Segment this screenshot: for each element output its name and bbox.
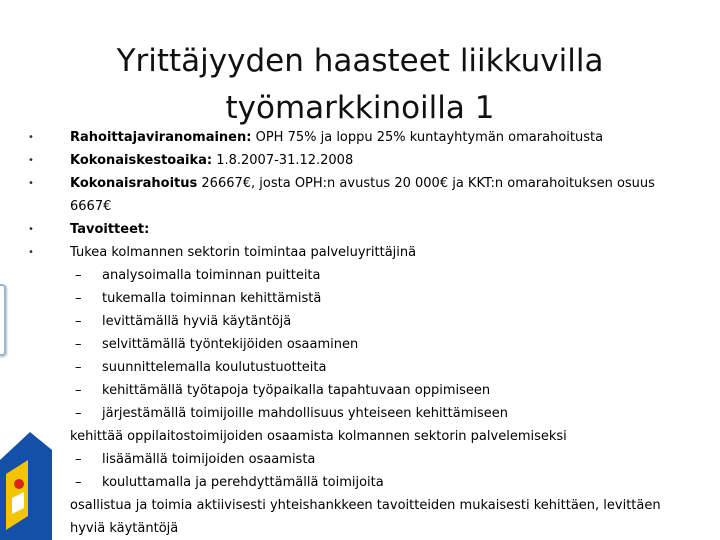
item-label: Tavoitteet: [70, 222, 150, 237]
sub-list-item [70, 333, 670, 356]
sub-list-item [70, 402, 670, 425]
list-item [28, 241, 670, 264]
bullet-icon: • [28, 132, 34, 143]
list-item [70, 494, 670, 540]
sub-list-item [70, 379, 670, 402]
sub-item-text: suunnittelemalla koulutustuotteita [102, 360, 327, 375]
item-text: kehittää oppilaitostoimijoiden osaamista kolmannen sektorin palvelemiseksi [70, 429, 567, 444]
slide-title [70, 38, 650, 132]
bullet-list [28, 126, 670, 540]
sub-item-text: kouluttamalla ja perehdyttämällä toimijoita [102, 475, 384, 490]
dash-icon: – [75, 314, 82, 329]
item-text: OPH 75% ja loppu 25% kuntayhtymän omarahoitusta [251, 130, 604, 145]
dash-icon: – [75, 383, 82, 398]
sub-item-text: kehittämällä työtapoja työpaikalla tapahtuvaan oppimiseen [102, 383, 491, 398]
side-panel-tab[interactable] [0, 284, 6, 356]
sub-list-item [70, 356, 670, 379]
dash-icon: – [75, 268, 82, 283]
bullet-icon: • [28, 155, 34, 166]
logo-red-dot [14, 479, 24, 489]
list-item [28, 149, 670, 172]
item-label: Kokonaisrahoitus [70, 176, 198, 191]
sub-item-text: tukemalla toiminnan kehittämistä [102, 291, 322, 306]
list-item [28, 218, 670, 241]
dash-icon: – [75, 360, 82, 375]
bullet-icon: • [28, 247, 34, 258]
dash-icon: – [75, 337, 82, 352]
item-text: Tukea kolmannen sektorin toimintaa palveluyrittäjinä [70, 245, 417, 260]
dash-icon: – [75, 291, 82, 306]
bullet-icon: • [28, 224, 34, 235]
slide-title-line-2: työmarkkinoilla 1 [225, 90, 495, 126]
organization-logo [0, 420, 56, 540]
item-text: 1.8.2007-31.12.2008 [212, 153, 354, 168]
slide-title-line-1: Yrittäjyyden haasteet liikkuvilla [116, 43, 604, 79]
dash-icon: – [75, 475, 82, 490]
sub-list-item [70, 310, 670, 333]
sub-list-item [70, 448, 670, 471]
item-label: Kokonaiskestoaika: [70, 153, 213, 168]
sub-item-text: lisäämällä toimijoiden osaamista [102, 452, 316, 467]
bullet-icon: • [28, 178, 34, 189]
list-item [28, 126, 670, 149]
sub-item-text: järjestämällä toimijoille mahdollisuus yhteiseen kehittämiseen [102, 406, 508, 421]
dash-icon: – [75, 452, 82, 467]
sub-item-text: levittämällä hyviä käytäntöjä [102, 314, 292, 329]
sub-list-item [70, 264, 670, 287]
sub-list-item [70, 471, 670, 494]
item-label: Rahoittajaviranomainen: [70, 130, 252, 145]
sub-item-text: selvittämällä työntekijöiden osaaminen [102, 337, 359, 352]
sub-item-text: analysoimalla toiminnan puitteita [102, 268, 321, 283]
item-text: osallistua ja toimia aktiivisesti yhteishankkeen tavoitteiden mukaisesti kehittäen, levittäen hyviä käytäntöjä [70, 498, 661, 536]
list-item [28, 172, 670, 218]
item-text: 26667€, josta OPH:n avustus 20 000€ ja KKT:n omarahoituksen osuus 6667€ [70, 176, 655, 214]
sub-list-item [70, 287, 670, 310]
list-item [70, 425, 670, 448]
dash-icon: – [75, 406, 82, 421]
